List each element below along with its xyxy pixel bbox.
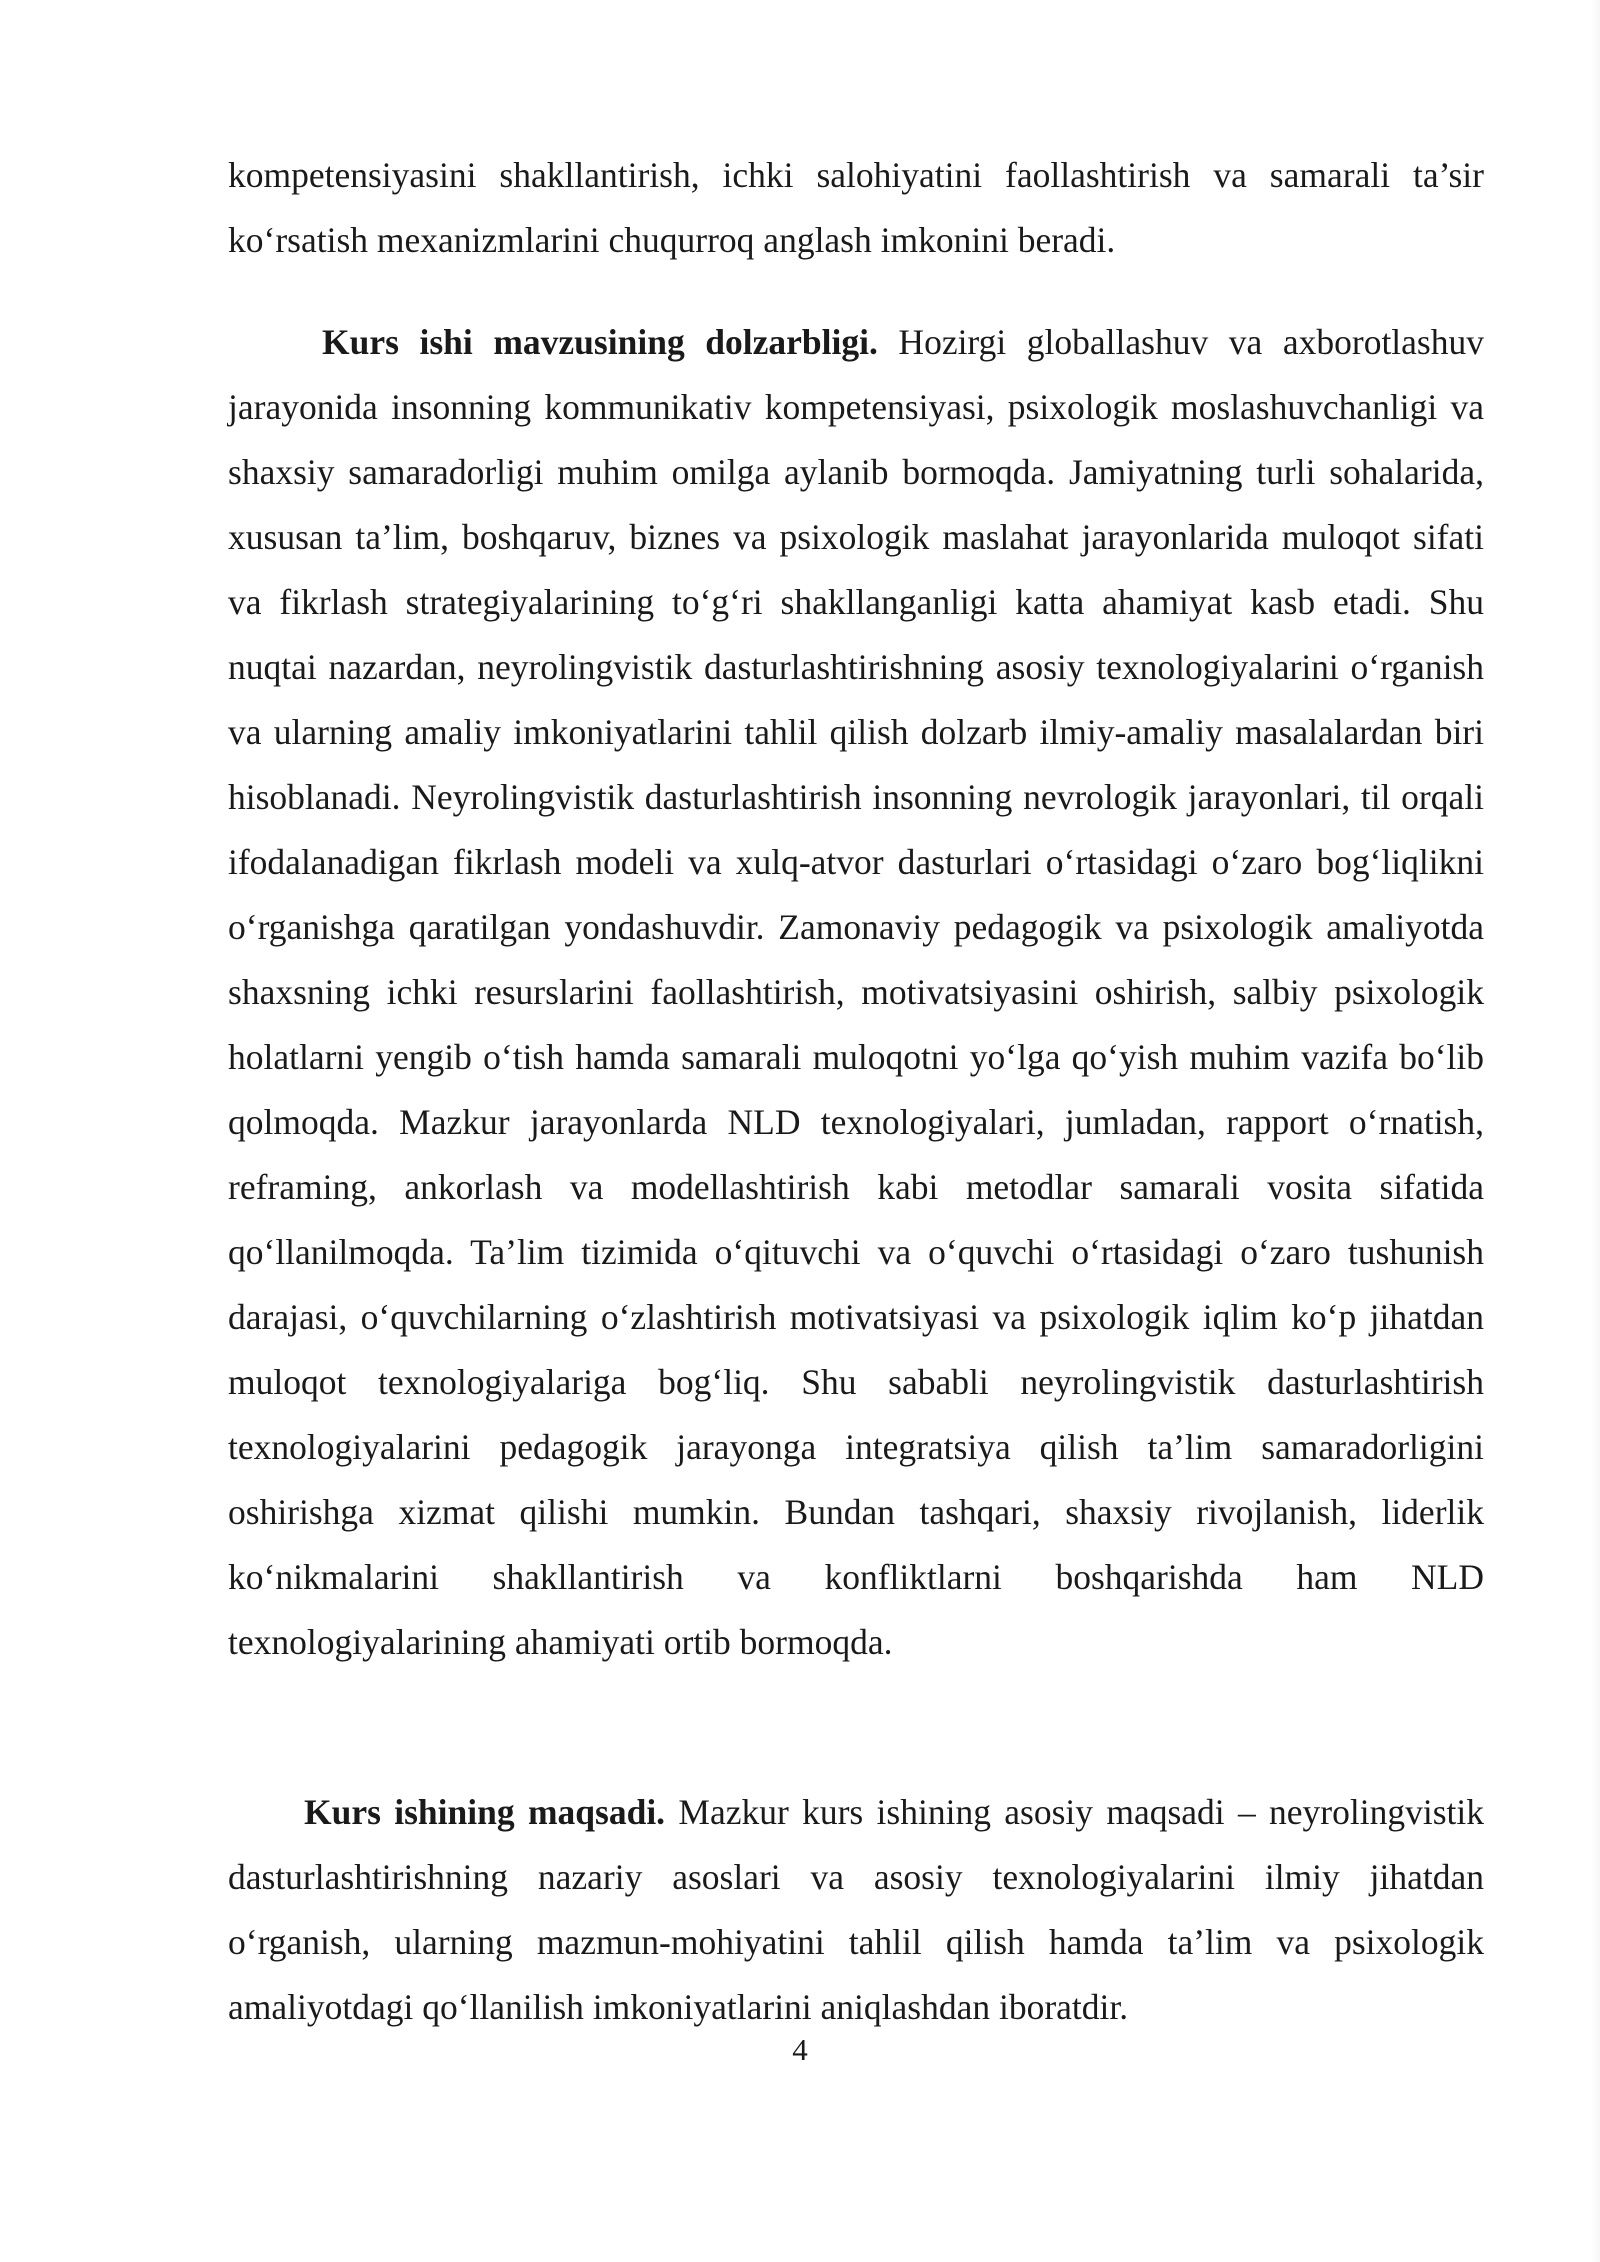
paragraph-body <box>228 310 1484 1675</box>
paragraph-text: kompetensiyasini shakllantirish, ichki salohiyatini faollashtirish va samarali ta’sir ko‘rsatish mexanizmlarini chuqurroq anglash imkonini beradi. <box>228 155 1484 260</box>
paragraph-text: Mazkur kurs ishining asosiy maqsadi – neyrolingvistik dasturlashtirishning nazariy asoslari va asosiy texnologiyalarini ilmiy jihatdan o‘rganish, ularning mazmun-mohiyatini tahlil qilish hamda ta’lim va psixologik amaliyotdagi qo‘llanilish imkoniyatlarini aniqlashdan iboratdir. <box>228 1792 1484 2027</box>
page-number: 4 <box>792 2032 808 2067</box>
paragraph-continuation <box>228 143 1484 273</box>
page-edge-shadow <box>1590 0 1600 2262</box>
section-heading-relevance: Kurs ishi mavzusining dolzarbligi. <box>322 322 878 362</box>
paragraph-relevance <box>228 310 1484 1675</box>
section-heading-goal: Kurs ishining maqsadi. <box>304 1792 666 1832</box>
paragraph-goal <box>228 1780 1484 2040</box>
paragraph-body <box>228 1780 1484 2040</box>
paragraph-text: Hozirgi globallashuv va axborotlashuv jarayonida insonning kommunikativ kompetensiyasi, psixologik moslashuvchanligi va shaxsiy samaradorligi muhim omilga aylanib bormoqda. Jamiyatning turli sohalarida, xususan ta’lim, boshqaruv, biznes va psixologik maslahat jarayonlarida muloqot sifati va fikrlash strategiyalarining to‘g‘ri shakllanganligi katta ahamiyat kasb etadi. Shu nuqtai nazardan, neyrolingvistik dasturlashtirishning asosiy texnologiyalarini o‘rganish va ularning amaliy imkoniyatlarini tahlil qilish dolzarb ilmiy-amaliy masalalardan biri hisoblanadi. Neyrolingvistik dasturlashtirish insonning nevrologik jarayonlari, til orqali ifodalanadigan fikrlash modeli va xulq-atvor dasturlari o‘rtasidagi o‘zaro bog‘liqlikni o‘rganishga qaratilgan yondashuvdir. Zamonaviy pedagogik va psixologik amaliyotda shaxsning ichki resurslarini faollashtirish, motivatsiyasini oshirish, salbiy psixologik holatlarni yengib o‘tish hamda samarali muloqotni yo‘lga qo‘yish muhim vazifa bo‘lib qolmoqda. Mazkur jarayonlarda NLD texnologiyalari, jumladan, rapport o‘rnatish, reframing, ankorlash va modellashtirish kabi metodlar samarali vosita sifatida qo‘llanilmoqda. Ta’lim tizimida o‘qituvchi va o‘quvchi o‘rtasidagi o‘zaro tushunish darajasi, o‘quvchilarning o‘zlashtirish motivatsiyasi va psixologik iqlim ko‘p jihatdan muloqot texnologiyalariga bog‘liq. Shu sababli neyrolingvistik dasturlashtirish texnologiyalarini pedagogik jarayonga integratsiya qilish ta’lim samaradorligini oshirishga xizmat qilishi mumkin. Bundan tashqari, shaxsiy rivojlanish, liderlik ko‘nikmalarini shakllantirish va konfliktlarni boshqarishda ham NLD texnologiyalarining ahamiyati ortib bormoqda. <box>228 322 1484 1662</box>
